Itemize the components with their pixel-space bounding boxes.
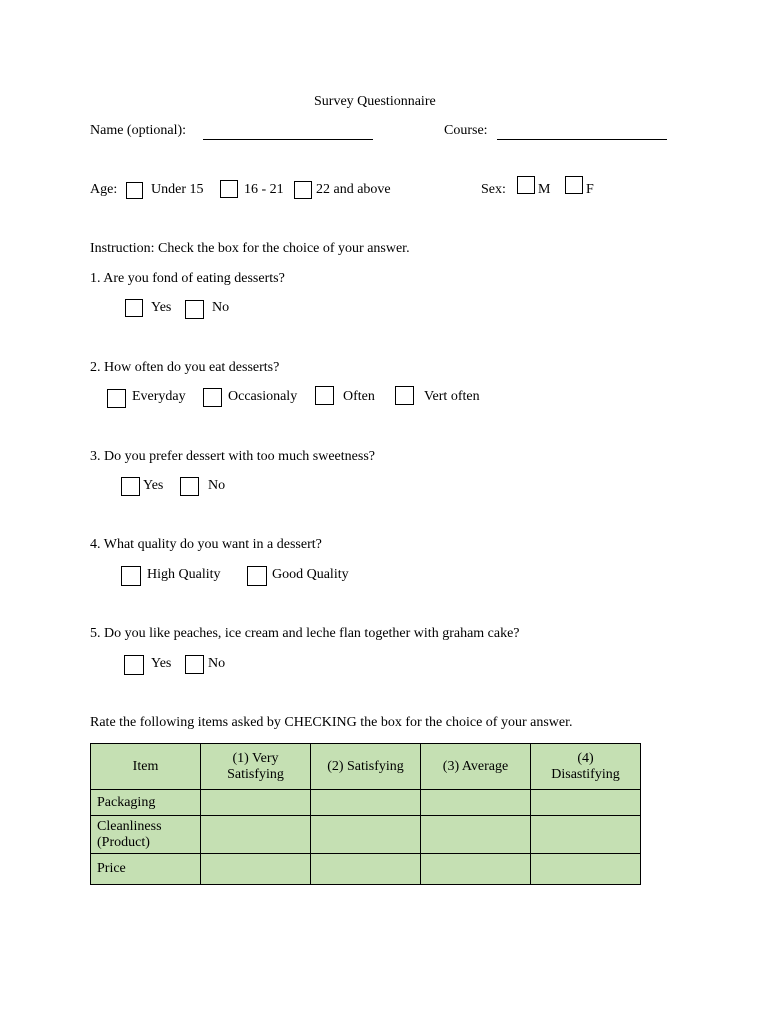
q5-no-label: No [208,656,226,671]
q4-good-quality-label: Good Quality [272,567,349,582]
age-under-15-checkbox[interactable] [126,182,143,199]
course-label: Course: [444,123,488,138]
age-22-above-label: 22 and above [316,182,391,197]
q3-yes-checkbox[interactable] [121,477,140,496]
q1-no-label: No [212,300,230,315]
rating-cell[interactable] [531,854,641,885]
age-16-21-label: 16 - 21 [244,182,284,197]
q4-high-quality-checkbox[interactable] [121,566,141,586]
q2-often-label: Often [343,389,375,404]
rating-cell[interactable] [201,790,311,816]
question-1-text: 1. Are you fond of eating desserts? [90,271,285,286]
rating-col-average: (3) Average [421,744,531,790]
rating-header-row [91,744,641,790]
age-label: Age: [90,182,118,197]
page-title: Survey Questionnaire [314,94,436,109]
age-under-15-label: Under 15 [151,182,204,197]
rating-cell[interactable] [421,816,531,854]
q2-occasionaly-checkbox[interactable] [203,388,222,407]
rating-col-item: Item [91,744,201,790]
question-2-text: 2. How often do you eat desserts? [90,360,280,375]
rating-cell[interactable] [531,816,641,854]
rating-cell[interactable] [311,816,421,854]
name-label: Name (optional): [90,123,187,138]
q5-no-checkbox[interactable] [185,655,204,674]
rating-row-label-price: Price [91,854,201,885]
q2-occasionaly-label: Occasionaly [228,389,298,404]
q2-everyday-checkbox[interactable] [107,389,126,408]
q2-everyday-label: Everyday [132,389,186,404]
question-4-text: 4. What quality do you want in a dessert? [90,537,322,552]
rating-cell[interactable] [201,816,311,854]
q3-no-checkbox[interactable] [180,477,199,496]
q1-no-checkbox[interactable] [185,300,204,319]
rating-cell[interactable] [201,854,311,885]
rating-row-label-packaging: Packaging [91,790,201,816]
rating-cell[interactable] [421,790,531,816]
course-field[interactable] [497,139,667,140]
name-field[interactable] [203,139,373,140]
rating-cell[interactable] [311,790,421,816]
question-5-text: 5. Do you like peaches, ice cream and leche flan together with graham cake? [90,626,520,641]
rating-col-disastifying: (4) Disastifying [531,744,641,790]
sex-m-checkbox[interactable] [517,176,535,194]
question-3-text: 3. Do you prefer dessert with too much sweetness? [90,449,375,464]
q2-very-often-checkbox[interactable] [395,386,414,405]
q5-yes-label: Yes [151,656,172,671]
sex-f-checkbox[interactable] [565,176,583,194]
q3-no-label: No [208,478,226,493]
q2-often-checkbox[interactable] [315,386,334,405]
q1-yes-checkbox[interactable] [125,299,143,317]
table-row [91,790,641,816]
rating-col-very-satisfying: (1) Very Satisfying [201,744,311,790]
instruction-text: Instruction: Check the box for the choice of your answer. [90,241,410,256]
rating-row-label-cleanliness: Cleanliness (Product) [91,816,201,854]
q4-high-quality-label: High Quality [147,567,221,582]
age-22-above-checkbox[interactable] [294,181,312,199]
rating-table [90,743,641,885]
age-16-21-checkbox[interactable] [220,180,238,198]
rating-cell[interactable] [311,854,421,885]
table-row [91,854,641,885]
table-row [91,816,641,854]
rating-cell[interactable] [421,854,531,885]
q3-yes-label: Yes [143,478,164,493]
q4-good-quality-checkbox[interactable] [247,566,267,586]
q5-yes-checkbox[interactable] [124,655,144,675]
q2-very-often-label: Vert often [424,389,480,404]
sex-f-label: F [586,182,594,197]
rating-col-satisfying: (2) Satisfying [311,744,421,790]
sex-m-label: M [538,182,551,197]
q1-yes-label: Yes [151,300,172,315]
rating-cell[interactable] [531,790,641,816]
rating-instruction: Rate the following items asked by CHECKING the box for the choice of your answer. [90,715,573,730]
sex-label: Sex: [481,182,506,197]
